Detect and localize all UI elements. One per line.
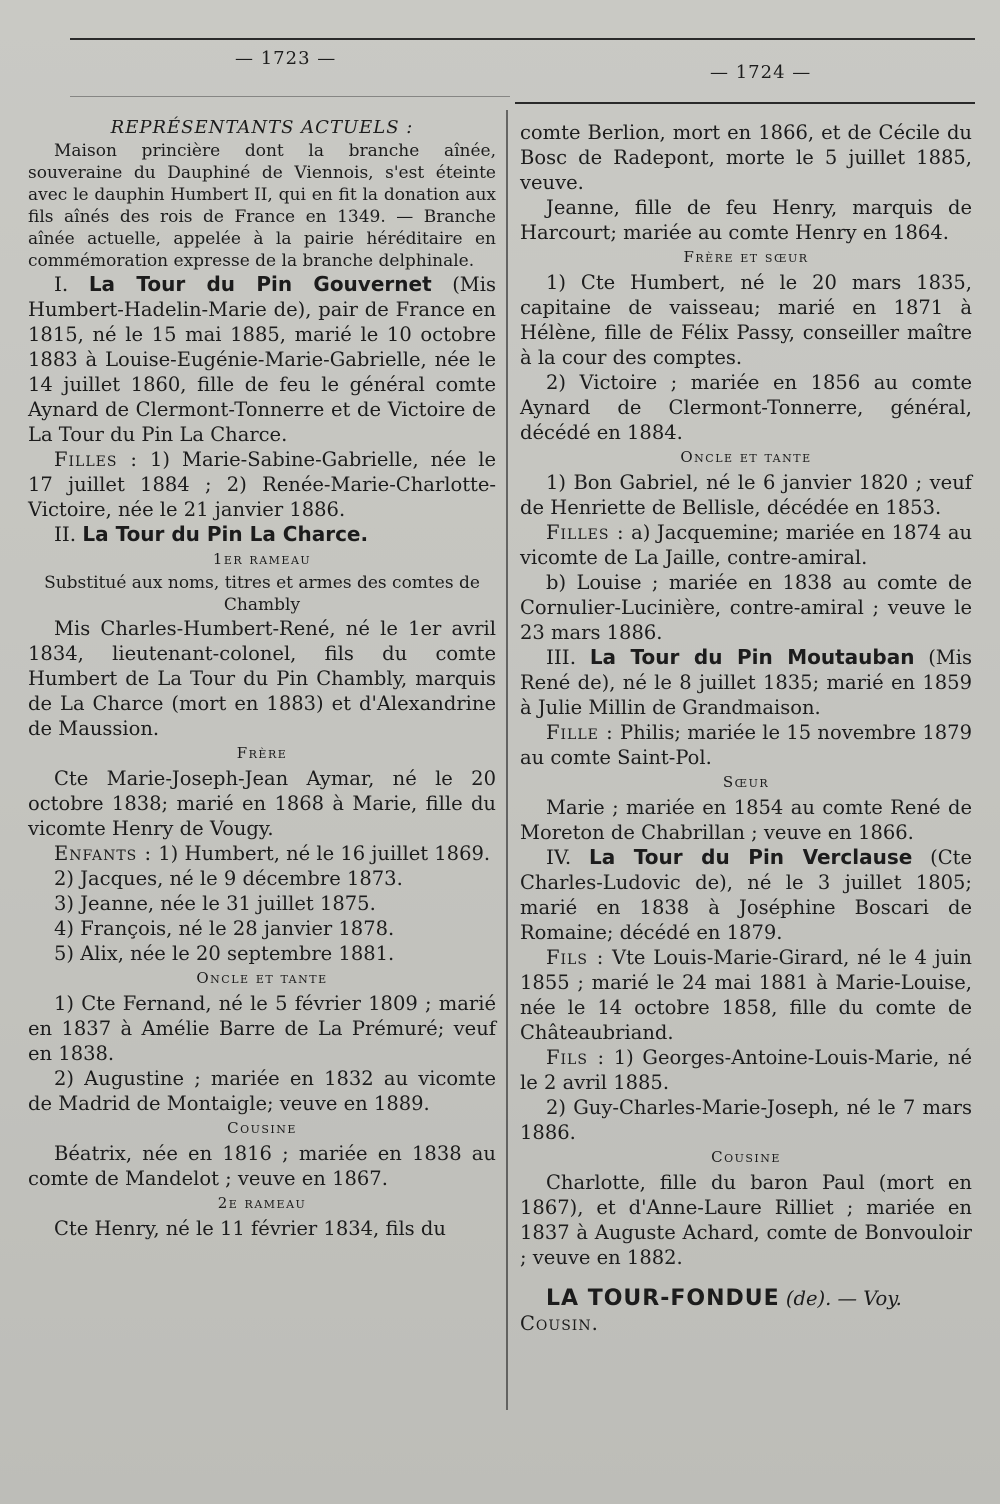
right-header-rule <box>515 102 975 104</box>
enfants-item-1: 1) Humbert, né le 16 juillet 1869. <box>158 842 491 865</box>
section-1-title: La Tour du Pin Gouvernet <box>88 272 432 296</box>
cousine-heading-right: Cousine <box>711 1148 781 1166</box>
cousine-text-right: Charlotte, fille du baron Paul (mort en 1867), et d'Anne-Laure Rilliet ; mariée en 1837 à Auguste Achard, comte de Bonvouloir ; veuve en 1882. <box>520 1171 972 1269</box>
enfants-item-3: 3) Jeanne, née le 31 juillet 1875. <box>54 892 376 915</box>
rameau-1-heading: 1er rameau <box>212 550 312 568</box>
cousine-heading: Cousine <box>227 1119 297 1137</box>
section-3-paragraph <box>520 645 972 720</box>
final-voy: — Voy. <box>837 1287 902 1310</box>
section-1-text: (Mis Humbert-Hadelin-Marie de), pair de France en 1815, né le 15 mai 1885, marié le 10 octobre 1883 à Louise-Eugénie-Marie-Gabrielle, née le 14 juillet 1860, fille de feu le général comte Aynard de Clermont-Tonnerre et de Victoire de La Tour du Pin La Charce. <box>28 273 497 446</box>
oncle-item-1: 1) Cte Fernand, né le 5 février 1809 ; marié en 1837 à Amélie Barre de La Prémuré; veuf en 1838. <box>28 992 496 1065</box>
section-1-paragraph <box>28 272 496 447</box>
fils2-item-2: 2) Guy-Charles-Marie-Joseph, né le 7 mars 1886. <box>520 1096 972 1144</box>
enfants-paragraph <box>28 841 496 866</box>
oncle-filles-paragraph <box>520 520 972 570</box>
right-column <box>520 120 972 1336</box>
oncle-tante-item-1: 1) Bon Gabriel, né le 6 janvier 1820 ; veuf de Henriette de Bellisle, décédée en 1853. <box>520 471 972 519</box>
section-3-fille-text: Philis; mariée le 15 novembre 1879 au comte Saint-Pol. <box>520 721 972 769</box>
oncle-item-2: 2) Augustine ; mariée en 1832 au vicomte de Madrid de Montaigle; veuve en 1889. <box>28 1067 496 1115</box>
section-3-fille <box>520 720 972 770</box>
section-4-paragraph <box>520 845 972 945</box>
final-title: LA TOUR-FONDUE <box>546 1286 780 1311</box>
top-rule <box>70 38 975 40</box>
oncle-tante-heading: Oncle et tante <box>196 969 328 987</box>
cousine-text: Béatrix, née en 1816 ; mariée en 1838 au comte de Mandelot ; veuve en 1867. <box>28 1142 496 1190</box>
frere-soeur-item-1: 1) Cte Humbert, né le 20 mars 1835, capitaine de vaisseau; marié en 1871 à Hélène, fille de Félix Passy, conseiller maître à la cour des comptes. <box>520 271 972 369</box>
soeur-text: Marie ; mariée en 1854 au comte René de Moreton de Chabrillan ; veuve en 1866. <box>520 796 972 844</box>
section-4-text: (Cte Charles-Ludovic de), né le 3 juillet 1805; marié en 1838 à Joséphine Boscari de Romaine; décédé en 1879. <box>520 846 973 944</box>
oncle-filles-label: Filles : <box>546 521 625 544</box>
oncle-filles-b: b) Louise ; mariée en 1838 au comte de Cornulier-Lucinière, contre-amiral ; veuve le 23 mars 1886. <box>520 571 972 644</box>
oncle-filles-a: a) Jacquemine; mariée en 1874 au vicomte de La Jaille, contre-amiral. <box>520 521 973 569</box>
continuation-text: comte Berlion, mort en 1866, et de Cécile du Bosc de Radepont, morte le 5 juillet 1885, veuve. <box>520 121 972 194</box>
rameau-1-subtitle: Substitué aux noms, titres et armes des comtes de Chambly <box>44 573 480 615</box>
final-de: (de). <box>785 1287 832 1310</box>
jeanne-text: Jeanne, fille de feu Henry, marquis de Harcourt; mariée au comte Henry en 1864. <box>520 196 972 244</box>
final-entry <box>520 1286 972 1311</box>
enfants-item-5: 5) Alix, née le 20 septembre 1881. <box>54 942 395 965</box>
rameau-1-text: Mis Charles-Humbert-René, né le 1er avril 1834, lieutenant-colonel, fils du comte Humbert de La Tour du Pin Chambly, marquis de La Charce (mort en 1883) et d'Alexandrine de Maussion. <box>28 617 496 740</box>
section-3-fille-label: Fille : <box>546 721 614 744</box>
enfants-label: Enfants : <box>54 842 153 865</box>
enfants-item-4: 4) François, né le 28 janvier 1878. <box>54 917 395 940</box>
section-2-number: II. <box>54 522 77 546</box>
section-3-title: La Tour du Pin Moutauban <box>589 645 915 669</box>
section-3-number: III. <box>546 645 577 669</box>
rameau-2-heading: 2e rameau <box>217 1194 307 1212</box>
frere-text: Cte Marie-Joseph-Jean Aymar, né le 20 octobre 1838; marié en 1868 à Marie, fille du vicomte Henry de Vougy. <box>28 767 496 840</box>
page-number-left: — 1723 — <box>235 48 337 69</box>
final-cousin: Cousin. <box>520 1312 599 1335</box>
frere-heading: Frère <box>236 744 288 762</box>
fils2-paragraph <box>520 1045 972 1095</box>
fils2-item-1: 1) Georges-Antoine-Louis-Marie, né le 2 avril 1885. <box>520 1046 973 1094</box>
section-3-text: (Mis René de), né le 8 juillet 1835; marié en 1859 à Julie Millin de Grandmaison. <box>520 646 973 719</box>
soeur-heading: Sœur <box>722 773 770 791</box>
filles-text: 1) Marie-Sabine-Gabrielle, née le 17 juillet 1884 ; 2) Renée-Marie-Charlotte-Victoire, née le 21 janvier 1886. <box>28 448 497 521</box>
page-number-right: — 1724 — <box>710 62 812 83</box>
oncle-tante-heading-right: Oncle et tante <box>680 448 812 466</box>
section-4-title: La Tour du Pin Verclause <box>589 845 913 869</box>
fils-label: Fils : <box>546 946 605 969</box>
frere-soeur-item-2: 2) Victoire ; mariée en 1856 au comte Aynard de Clermont-Tonnerre, général, décédé en 1884. <box>520 371 972 444</box>
fils-paragraph <box>520 945 972 1045</box>
filles-label: Filles : <box>54 448 139 471</box>
section-1-filles <box>28 447 496 522</box>
enfants-item-2: 2) Jacques, né le 9 décembre 1873. <box>54 867 403 890</box>
left-header-rule <box>70 96 510 97</box>
left-column <box>28 115 496 1241</box>
frere-soeur-heading: Frère et sœur <box>683 248 809 266</box>
representants-heading: REPRÉSENTANTS ACTUELS : <box>110 117 414 138</box>
intro-paragraph: Maison princière dont la branche aînée, souveraine du Dauphiné de Viennois, s'est éteinte avec le dauphin Humbert II, qui en fit la donation aux fils aînés des rois de France en 1349. — Branche aînée actuelle, appelée à la pairie héréditaire en commémoration expresse de la branche delphinale. <box>28 141 496 271</box>
column-divider <box>506 110 508 1410</box>
section-1-number: I. <box>54 272 69 296</box>
fils-text: Vte Louis-Marie-Girard, né le 4 juin 1855 ; marié le 24 mai 1881 à Marie-Louise, née le 14 octobre 1858, fille du comte de Châteaubriand. <box>520 946 972 1044</box>
section-2-heading <box>28 522 496 547</box>
rameau-2-text: Cte Henry, né le 11 février 1834, fils du <box>54 1217 446 1240</box>
section-2-title: La Tour du Pin La Charce. <box>82 522 369 546</box>
fils2-label: Fils : <box>546 1046 606 1069</box>
section-4-number: IV. <box>546 845 572 869</box>
